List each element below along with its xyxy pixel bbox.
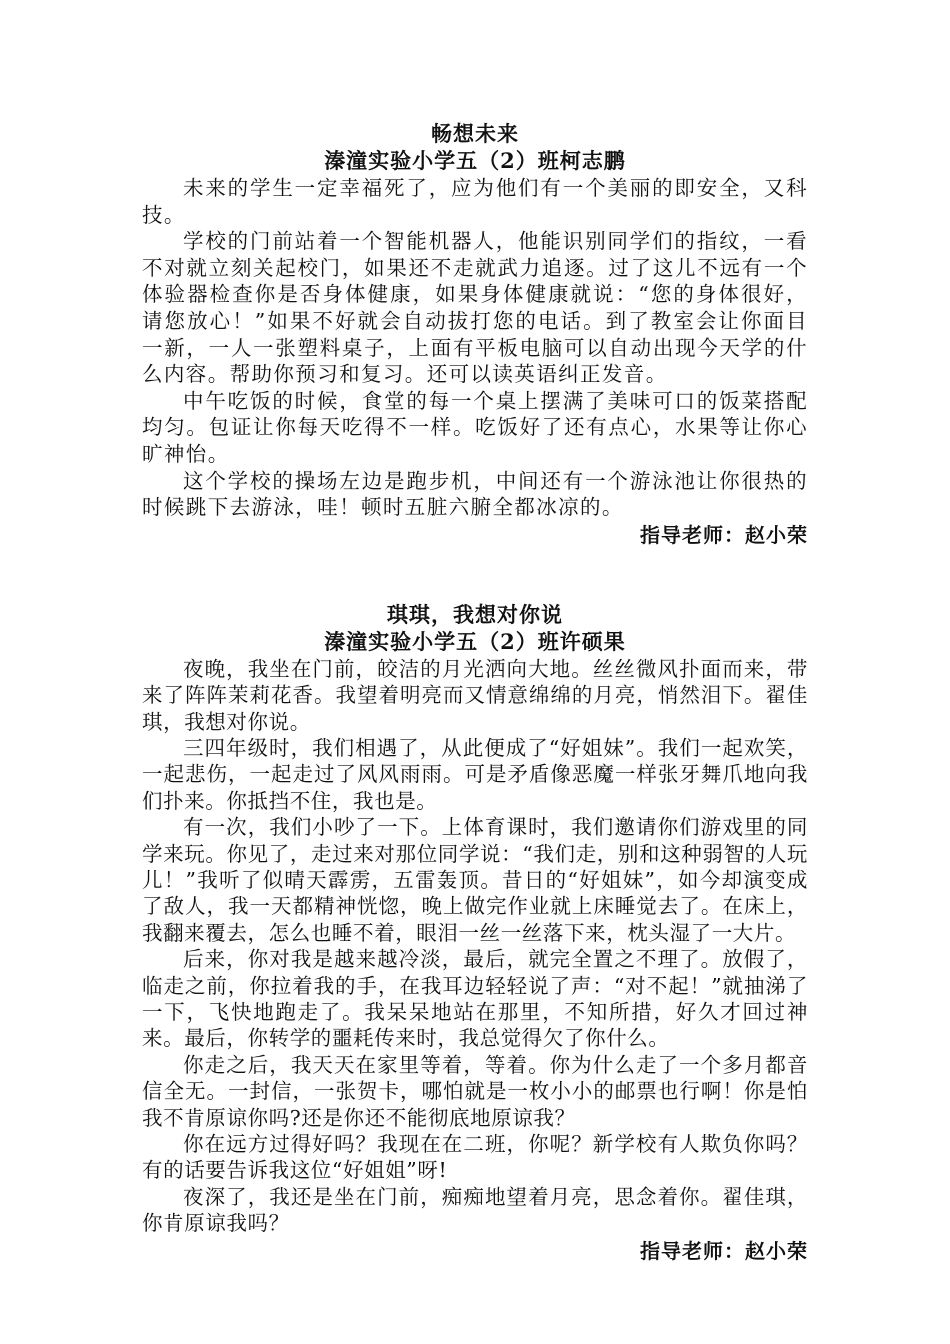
paragraph: 你在远方过得好吗？我现在在二班，你呢？新学校有人欺负你吗？有的话要告诉我这位“好姐姐”呀! [142, 1132, 808, 1183]
teacher-credit: 指导老师：赵小荣 [640, 522, 808, 547]
paragraph: 中午吃饭的时候，食堂的每一个桌上摆满了美味可口的饭菜搭配均匀。包证让你每天吃得不一样。吃饭好了还有点心，水果等让你心旷神怡。 [142, 388, 808, 466]
paragraph: 夜深了，我还是坐在门前，痴痴地望着月亮，思念着你。翟佳琪，你肯原谅我吗？ [142, 1184, 808, 1236]
paragraph: 学校的门前站着一个智能机器人，他能识别同学们的指纹，一看不对就立刻关起校门，如果还不走就武力追逐。过了这儿不远有一个体验器检查你是否身体健康，如果身体健康就说：“您的身体很好，请您放心！”如果不好就会自动拔打您的电话。到了教室会让你面目一新，一人一张塑料桌子，上面有平板电脑可以自动出现今天学的什么内容。帮助你预习和复习。还可以读英语纠正发音。 [142, 229, 808, 387]
essay-2 [142, 601, 808, 1265]
essay-byline: 溱潼实验小学五（2）班许硕果 [324, 628, 626, 654]
paragraph: 夜晚，我坐在门前，皎洁的月光洒向大地。丝丝微风扑面而来，带来了阵阵茉莉花香。我望着明亮而又情意绵绵的月亮，悄然泪下。翟佳琪，我想对你说。 [142, 656, 808, 734]
essay-title: 琪琪，我想对你说 [387, 601, 563, 627]
paragraph: 未来的学生一定幸福死了，应为他们有一个美丽的即安全，又科技。 [142, 176, 808, 227]
document-page [142, 120, 808, 1265]
essay-byline: 溱潼实验小学五（2）班柯志鹏 [324, 148, 626, 173]
essay-1 [142, 120, 808, 549]
paragraph: 三四年级时，我们相遇了，从此便成了“好姐妹”。我们一起欢笑，一起悲伤，一起走过了风风雨雨。可是矛盾像恶魔一样张牙舞爪地向我们扑来。你抵挡不住，我也是。 [142, 735, 808, 813]
paragraph: 这个学校的操场左边是跑步机，中间还有一个游泳池让你很热的时候跳下去游泳，哇！顿时五脏六腑全都冰凉的。 [142, 468, 808, 520]
paragraph: 你走之后，我天天在家里等着，等着。你为什么走了一个多月都音信全无。一封信，一张贺卡，哪怕就是一枚小小的邮票也行啊！你是怕我不肯原谅你吗?还是你还不能彻底地原谅我？ [142, 1052, 808, 1130]
paragraph: 后来，你对我是越来越冷淡，最后，就完全置之不理了。放假了，临走之前，你拉着我的手，在我耳边轻轻说了声：“对不起！”就抽涕了一下，飞快地跑走了。我呆呆地站在那里，不知所措，好久才回过神来。最后，你转学的噩耗传来时，我总觉得欠了你什么。 [142, 947, 808, 1051]
essay-title: 畅想未来 [431, 121, 519, 146]
teacher-credit: 指导老师：赵小荣 [640, 1238, 808, 1263]
paragraph: 有一次，我们小吵了一下。上体育课时，我们邀请你们游戏里的同学来玩。你见了，走过来对那位同学说：“我们走，别和这种弱智的人玩儿！”我听了似晴天霹雳，五雷轰顶。昔日的“好姐妹”，如今却演变成了敌人，我一天都精神恍惚，晚上做完作业就上床睡觉去了。在床上，我翻来覆去，怎么也睡不着，眼泪一丝一丝落下来，枕头湿了一大片。 [142, 815, 808, 945]
